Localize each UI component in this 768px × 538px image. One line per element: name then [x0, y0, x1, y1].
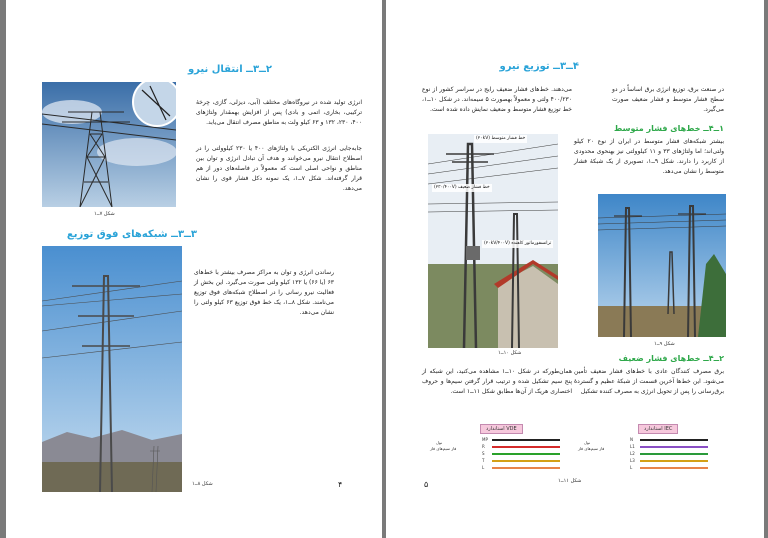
vde-wire-code: MP [482, 437, 488, 442]
paragraph-distribution-left: می‌دهند. خط‌های فشار ضعیف رایج در سراسر کشور از نوع ۴۰۰/۲۳۰ ولتی و معمولاً بهصورت ۵ سیمه‌اند. در شکل ۱۰ــ۱، خط توزیع فشار متوسط و ضعیف نمایش داده شده است. [422, 86, 572, 113]
figure-10-low-line-label: خط فشار ضعیف (۲۳۰/۴۰۰V) [434, 185, 490, 190]
paragraph-low-voltage: برق مصرف کنندگان عادی با خط‌های فشار ضعیف تأمین می‌شود. این خط‌ها آخرین قسمت از شبکهٔ عظیم و گستردهٔ برق‌رسانی را پس از تحویل انرژی به مصرف کننده تشکیل [574, 368, 724, 395]
medium-voltage-line-photo [598, 194, 726, 337]
vde-wire-code: R [482, 444, 485, 449]
iec-neutral-text: نول [584, 440, 591, 445]
iec-phase-text: فاز سیم‌های فاز [578, 446, 605, 451]
subtransmission-tower-photo [42, 246, 182, 492]
figure-7-caption: شکل ۷ــ۱ [94, 211, 115, 217]
iec-wire [640, 446, 708, 448]
vde-standard-label: استاندارد VDE [480, 424, 523, 434]
transmission-tower-photo [42, 82, 176, 207]
vde-phase-text: فاز سیم‌های فاز [430, 446, 457, 451]
iec-wire-code: L3 [630, 458, 635, 463]
section-heading-subtransmission: ۳ــ۳ــ شبکه‌های فوق توزیع [66, 229, 197, 240]
figure-10-caption: شکل ۱۰ــ۱ [498, 350, 522, 356]
right-page [386, 0, 764, 538]
vde-wire [492, 467, 560, 469]
paragraph-subtransmission: رساندن انرژی و توان به مراکز مصرف بیشتر با خط‌های ۶۳ (یا ۶۶) یا ۱۳۲ کیلو ولتی صورت می‌گیرد. این بخش از فعالیت نیرو رسانی را در اصطلاح شبکه‌های فوق توزیع می‌نامند. شکل ۸ــ۱، یک خط فوق توزیع ۶۳ کیلو ولتی را نشان می‌دهد. [194, 269, 335, 316]
subheading-low-voltage: ۲ــ۴ــ خط‌های فشار ضعیف [618, 354, 724, 363]
subheading-medium-voltage: ۱ــ۴ــ خط‌های فشار متوسط [614, 124, 724, 133]
iec-standard-label: استاندارد IEC [638, 424, 678, 434]
page-number-right: ۵ [424, 480, 429, 489]
paragraph-transmission-1: انرژی تولید شده در نیروگاه‌های مختلف (آبی، دیزلی، گازی، چرخهٔ ترکیبی، بخاری، اتمی و بادی) پس از افزایش بهمقدار ولتاژهای ۴۰۰، ۲۳۰، ۱۳۲ و ۶۳ کیلو ولت به مناطق مصرف انتقال می‌یابد. [196, 99, 362, 126]
vde-wire [492, 446, 560, 448]
vde-wire-code: S [482, 451, 485, 456]
figure-10-transformer-label: ترانسفورماتور کاهنده (۲۰kV/۴۰۰V) [484, 241, 552, 246]
paragraph-distribution-right: در صنعت برق، توزیع انرژی برق اساساً در دو سطح فشار متوسط و فشار ضعیف صورت می‌گیرد. [612, 86, 724, 113]
iec-wire [640, 467, 708, 469]
iec-wire [640, 439, 708, 441]
figure-8-caption: شکل ۸ــ۱ [192, 481, 213, 487]
vde-wire [492, 453, 560, 455]
iec-wire [640, 460, 708, 462]
iec-wire-code: L [630, 465, 633, 470]
iec-wire-code: N [630, 437, 633, 442]
section-heading-distribution: ۴ــ۳ــ توزیع نیرو [499, 61, 579, 72]
paragraph-transmission-2: جابه‌جایی انرژی الکتریکی با ولتاژهای ۴۰۰ یا ۲۳۰ کیلوولتی را در اصطلاح انتقال نیرو می‌خوانند و هدف آن تبادل انرژی و توان بین مناطق و نواحی اصلی است که معمولاً در فاصله‌های دور از هم قرار گرفته‌اند. شکل ۷ــ۱، یک نمونه دکل فشار قوی را نشان می‌دهد. [196, 145, 362, 192]
vde-wire [492, 439, 560, 441]
paragraph-medium-voltage: بیشتر شبکه‌های فشار متوسط در ایران از نوع ۲۰ کیلو ولتی‌اند؛ اما ولتاژهای ۳۳ و ۱۱ کیلوولتی نیز بهنحوی محدودی از کاربرد را دارند. شکل ۹ــ۱، تصویری از یک شبکهٔ فشار متوسط را نشان می‌دهد. [574, 138, 725, 175]
figure-9-caption: شکل ۹ــ۱ [654, 341, 675, 347]
vde-wire-code: T [482, 458, 485, 463]
iec-wire-code: L1 [630, 444, 635, 449]
paragraph-figure-11-intro: همان‌طورکه در شکل ۱۰ــ۱ مشاهده می‌کنید، این شبکه از پنج سیم تشکیل شده و ترتیب قرار گرفتن سیم‌ها و حروف اختصاری هریک از آن‌ها مطابق شکل ۱۱ــ۱ است. [422, 368, 572, 395]
page-number-left: ۴ [338, 480, 343, 489]
figure-11-caption: شکل ۱۱ــ۱ [558, 478, 582, 484]
left-page [6, 0, 382, 538]
vde-wire-code: L [482, 465, 485, 470]
section-heading-transmission: ۲ــ۳ــ انتقال نیرو [187, 64, 272, 75]
iec-wire-code: L2 [630, 451, 635, 456]
vde-neutral-text: نول [436, 440, 443, 445]
figure-10-medium-line-label: خط فشار متوسط (۲۰kV) [476, 136, 526, 141]
vde-wire [492, 460, 560, 462]
iec-wire [640, 453, 708, 455]
